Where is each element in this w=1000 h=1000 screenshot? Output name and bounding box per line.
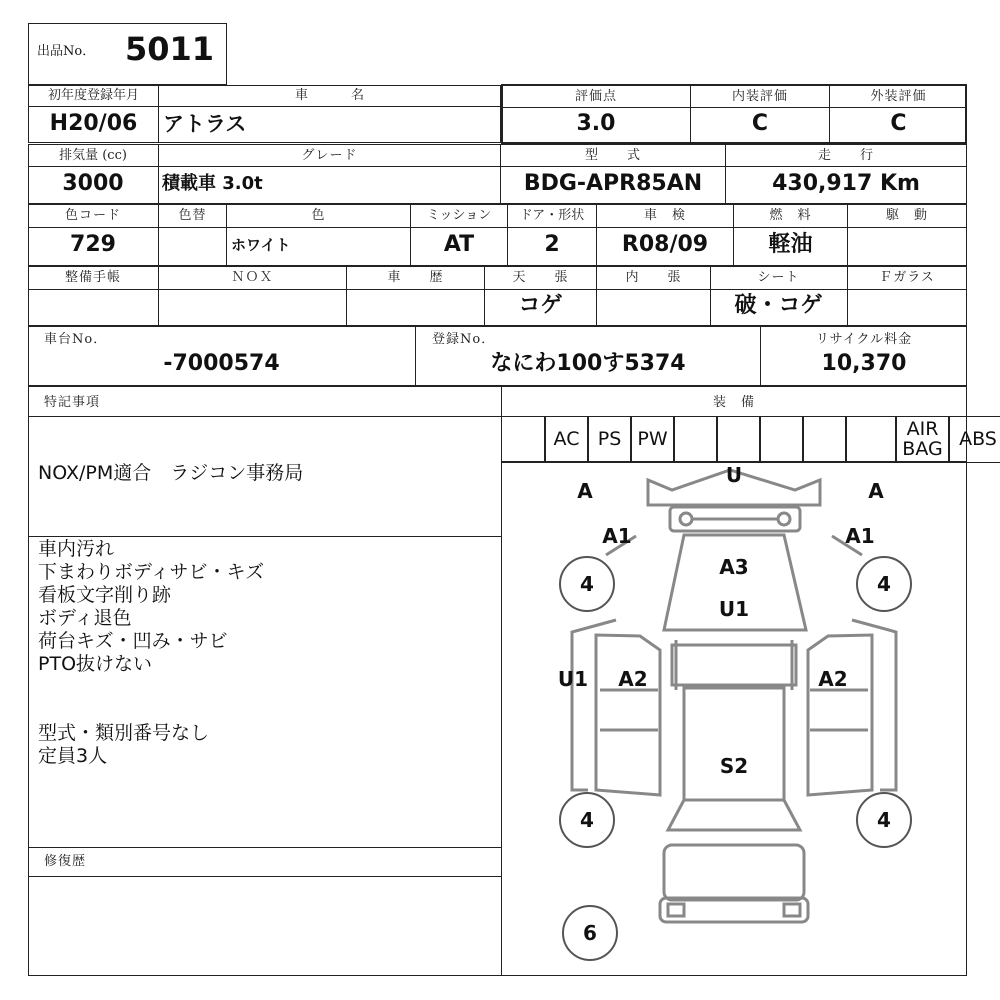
color-change-label: 色替 — [178, 208, 207, 223]
mark-a-right: A — [868, 479, 884, 503]
door-value: 2 — [544, 232, 560, 257]
lot-box — [28, 23, 227, 85]
mileage-value: 430,917 Km — [772, 171, 920, 196]
model-value: BDG-APR85AN — [523, 171, 703, 196]
chassis-value: -7000574 — [163, 351, 280, 376]
color-value: ホワイト — [231, 236, 291, 254]
score-value: 3.0 — [576, 111, 616, 136]
recycle-label: リサイクル料金 — [815, 332, 913, 347]
score-label: 評価点 — [574, 89, 617, 104]
inspection-value: R08/09 — [621, 232, 709, 257]
nox-label: ＮＯＸ — [231, 270, 274, 285]
rear-panel-shape — [664, 845, 804, 900]
equipment-cell — [674, 416, 717, 463]
mark-u1-left: U1 — [557, 667, 589, 691]
exterior-label: 外装評価 — [870, 89, 927, 104]
equipment-item: PS — [597, 428, 622, 450]
lot-number: 5011 — [125, 30, 215, 68]
displacement-value: 3000 — [62, 171, 124, 196]
equipment-item: ABS — [959, 428, 997, 450]
grade-value: 積載車 3.0t — [162, 173, 263, 194]
mark-u1-center: U1 — [718, 597, 750, 621]
mission-label: ミッション — [426, 208, 492, 223]
equipment-cell — [846, 416, 896, 463]
reg-no-label: 登録No． — [432, 332, 496, 347]
equipment-cell — [631, 416, 674, 463]
vehicle-diagram — [501, 462, 967, 976]
glass-label: Ｆガラス — [879, 270, 935, 285]
interior-value: C — [751, 111, 769, 136]
tire-spare-value: 6 — [583, 921, 597, 945]
repair-label: 修復歴 — [44, 854, 87, 869]
exterior-value: C — [890, 111, 907, 136]
color-label: 色 — [311, 208, 326, 223]
first-reg-label: 初年度登録年月 — [47, 88, 139, 103]
equipment-item: AIR BAG — [902, 418, 943, 460]
lot-label: 出品No． — [37, 44, 96, 59]
equipment-cell — [760, 416, 803, 463]
equipment-cell — [949, 416, 1000, 463]
mark-a2-left: A2 — [618, 667, 648, 691]
equipment-cell — [588, 416, 631, 463]
roof-label: 天 張 — [512, 270, 569, 285]
car-name-value: アトラス — [163, 112, 247, 136]
car-name-label: 車 名 — [294, 88, 365, 103]
equipment-item: PW — [637, 428, 668, 450]
equipment-cell — [717, 416, 760, 463]
mark-a-left: A — [577, 479, 593, 503]
color-code-value: 729 — [70, 232, 116, 257]
maintenance-label: 整備手帳 — [64, 270, 121, 285]
cargo-bed-shape — [684, 688, 784, 800]
mark-a1-left: A1 — [602, 524, 632, 548]
model-label: 型 式 — [584, 148, 641, 163]
drive-label: 駆 動 — [885, 208, 928, 223]
recycle-value: 10,370 — [821, 351, 907, 376]
fuel-label: 燃 料 — [769, 208, 812, 223]
fuel-value: 軽油 — [768, 232, 813, 257]
mileage-label: 走 行 — [817, 148, 874, 163]
displacement-label: 排気量 (cc) — [59, 148, 127, 163]
equipment-cell — [501, 416, 545, 463]
reg-no-value: なにわ100す5374 — [490, 351, 686, 376]
door-label: ドア・形状 — [519, 208, 585, 223]
mark-u-top: U — [725, 463, 743, 487]
mark-a3: A3 — [719, 555, 749, 579]
remarks-body: 車内汚れ 下まわりボディサビ・キズ 看板文字削り跡 ボディ退色 荷台キズ・凹み・サビ PTO抜けない 型式・類別番号なし 定員3人 — [38, 538, 265, 767]
chassis-label: 車台No． — [44, 332, 108, 347]
mark-a2-right: A2 — [818, 667, 848, 691]
remarks-top: NOX/PM適合 ラジコン事務局 — [38, 462, 304, 484]
equipment-label: 装 備 — [712, 395, 755, 410]
equipment-cell — [545, 416, 588, 463]
history-label: 車 歴 — [387, 270, 444, 285]
first-reg-value: H20/06 — [49, 111, 138, 136]
equipment-cell — [803, 416, 846, 463]
rear-bumper-shape — [660, 898, 808, 922]
tire-front-right-value: 4 — [877, 572, 891, 596]
equipment-item: AC — [553, 428, 580, 450]
tire-rear-right-value: 4 — [877, 808, 891, 832]
seat-label: シート — [757, 270, 800, 285]
remarks-label: 特記事項 — [44, 395, 101, 410]
inner-label: 内 張 — [625, 270, 682, 285]
equipment-cell — [896, 416, 949, 463]
mark-a1-right: A1 — [845, 524, 875, 548]
tire-front-left-value: 4 — [580, 572, 594, 596]
seat-value: 破・コゲ — [734, 293, 823, 318]
inspection-label: 車 検 — [643, 208, 686, 223]
grade-label: グレード — [301, 148, 358, 163]
interior-label: 内装評価 — [731, 89, 788, 104]
cab-roof-shape — [672, 645, 796, 685]
roof-value: コゲ — [518, 293, 563, 318]
mark-s2: S2 — [719, 754, 749, 778]
color-code-label: 色コード — [64, 208, 121, 223]
mission-value: AT — [443, 232, 475, 257]
tire-rear-left-value: 4 — [580, 808, 594, 832]
